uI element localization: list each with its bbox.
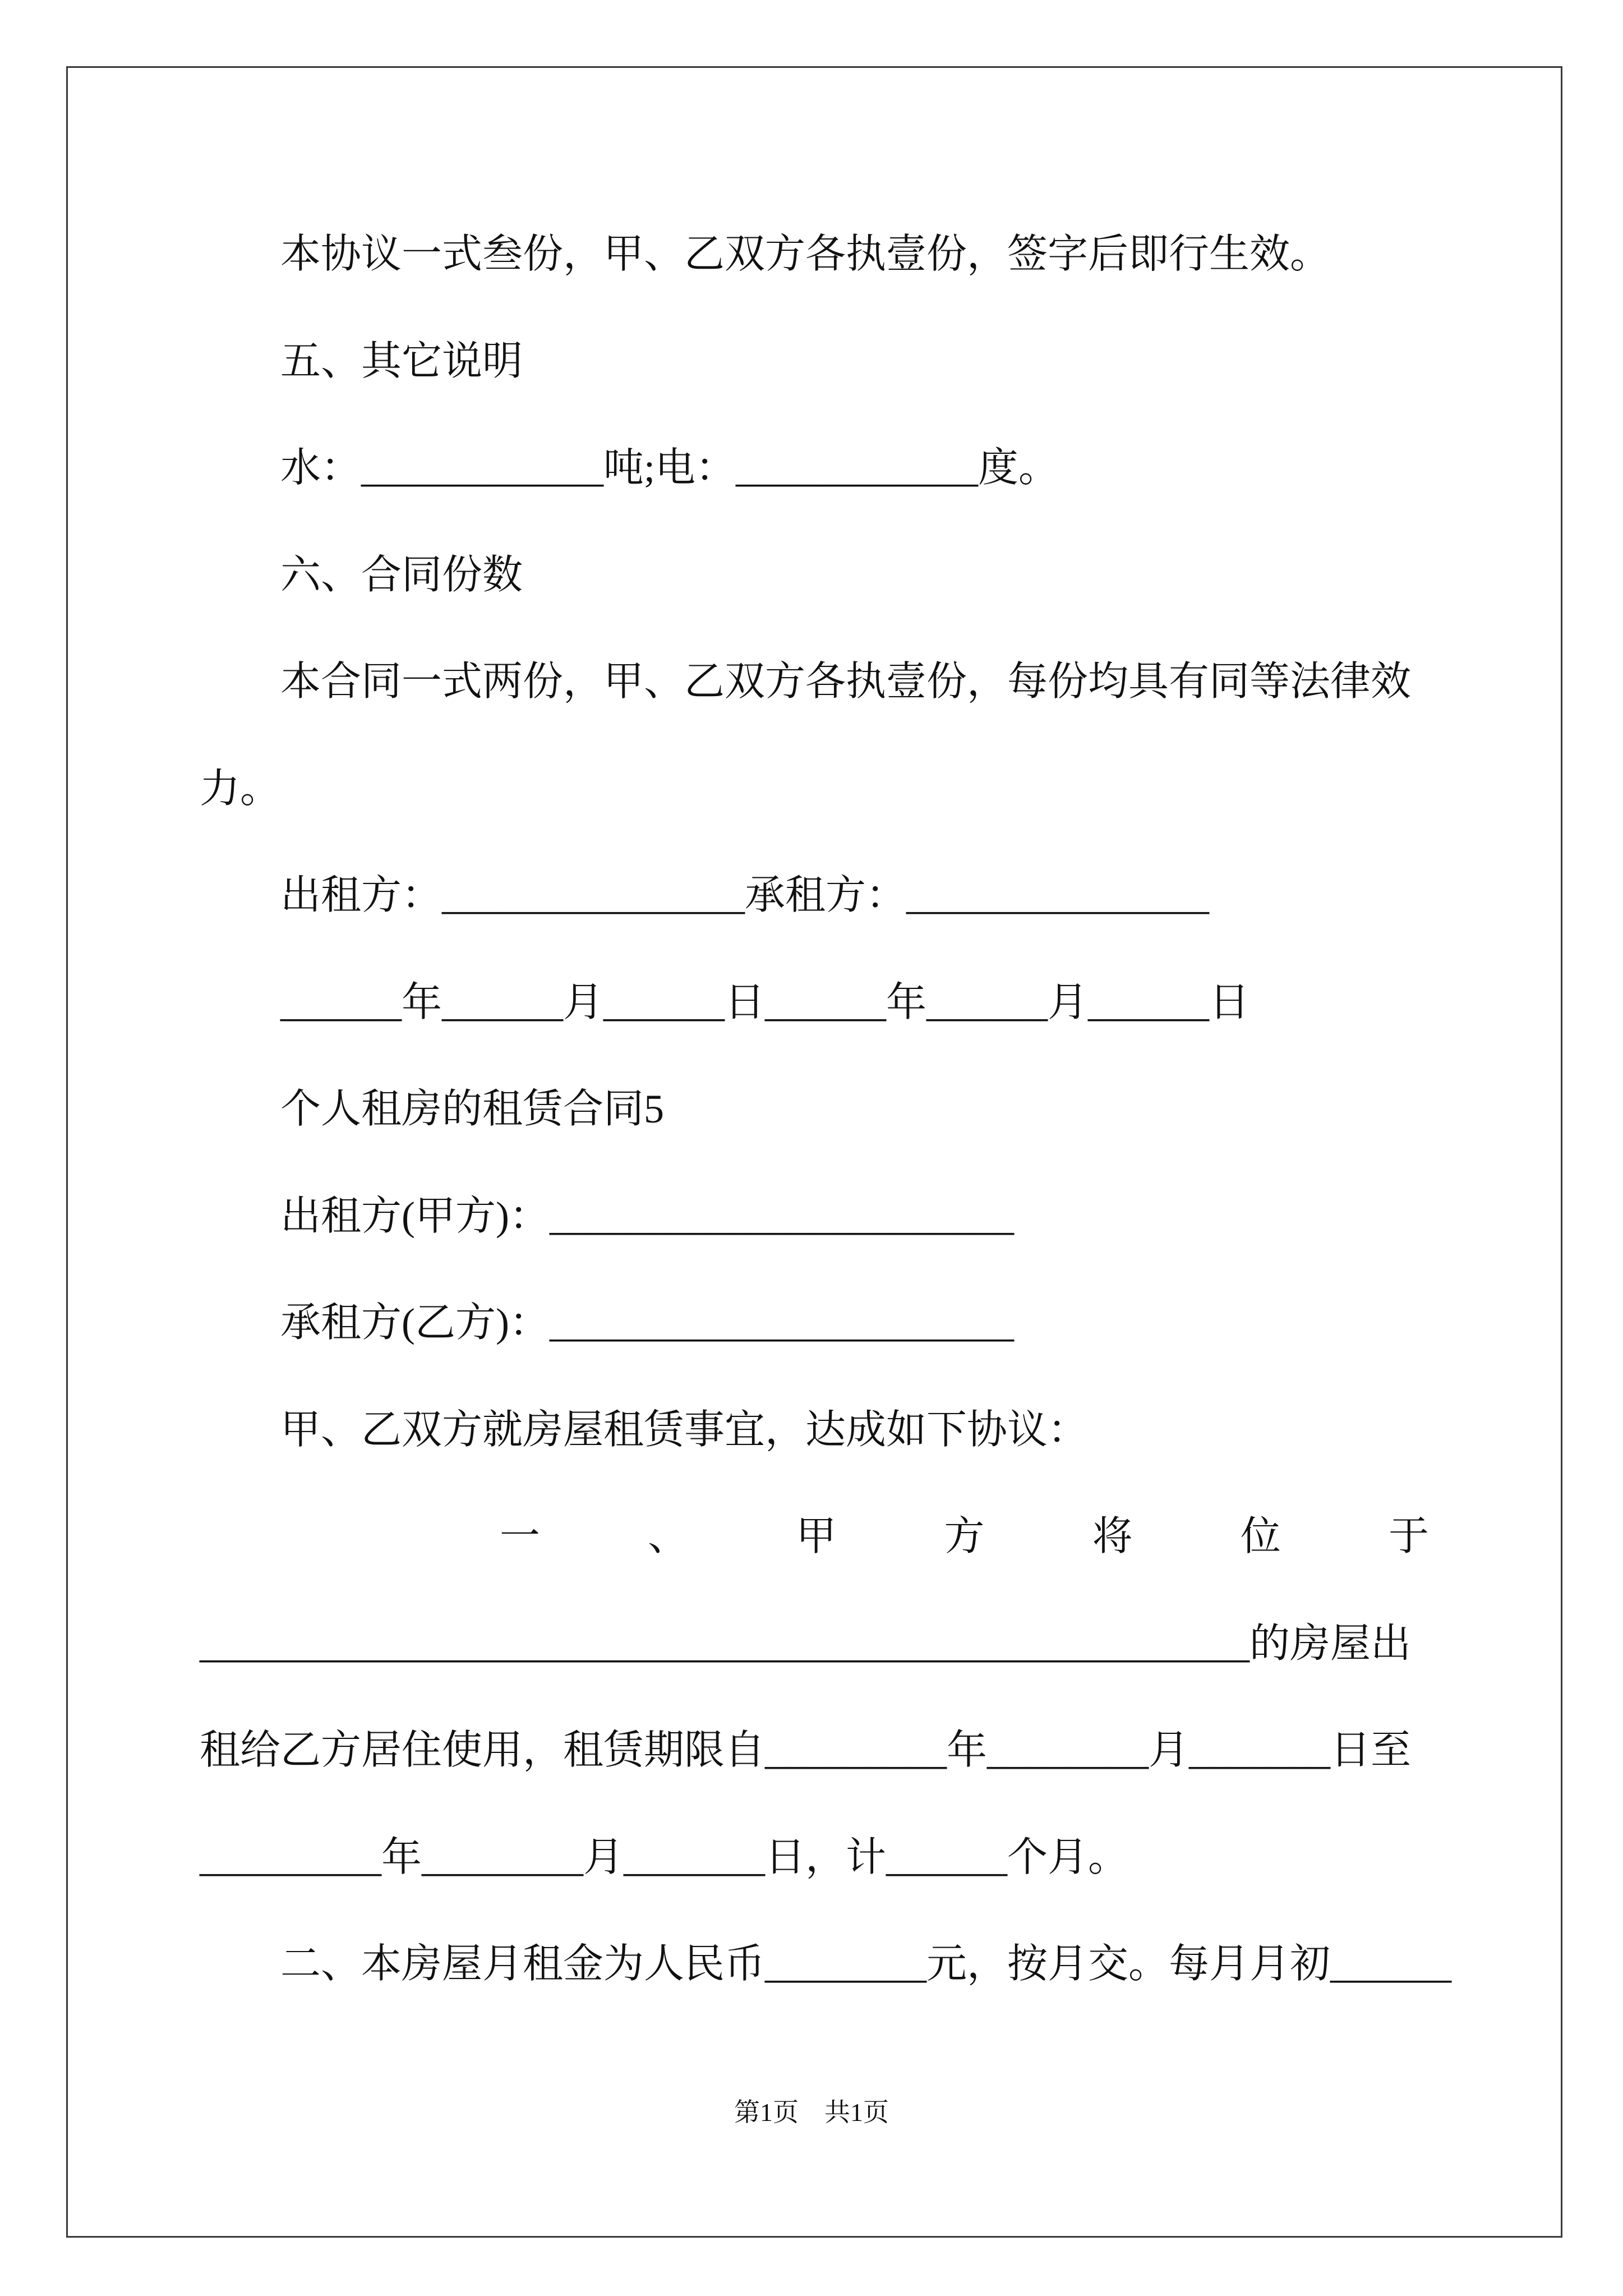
- lease-term-end-line: _________年________月_______日，计______个月。: [200, 1834, 1129, 1880]
- utilities-reading-line: 水：____________吨;电：____________度。: [280, 445, 1059, 490]
- document-body: [200, 201, 1452, 2018]
- lessee-line: 承租方(乙方)：_______________________: [280, 1300, 1014, 1345]
- contract-copies-text: 本合同一式两份，甲、乙双方各执壹份，每份均具有同等法律效: [280, 659, 1412, 704]
- copies-clause-line: 本协议一式叁份，甲、乙双方各执壹份，签字后即行生效。: [280, 232, 1331, 277]
- signature-date-line: ______年______月______日______年______月______日: [280, 979, 1249, 1025]
- clause-2-rent-line: 二、本房屋月租金为人民币________元，按月交。每月月初______: [280, 1941, 1452, 1986]
- contract-title: 个人租房的租赁合同5: [280, 1087, 665, 1131]
- contract-copies-text-continued: 力。: [200, 766, 281, 811]
- signature-line: 出租方：_______________承租方：_______________: [280, 873, 1210, 918]
- lease-term-start-line: 租给乙方居住使用，租赁期限自_________年________月_______日至: [200, 1728, 1412, 1773]
- clause-1-opening: 一、甲方将位于: [500, 1514, 1429, 1559]
- page-number-footer: 第1页 共1页: [734, 2098, 889, 2127]
- section-6-heading: 六、合同份数: [280, 552, 523, 597]
- agreement-intro: 甲、乙双方就房屋租赁事宜，达成如下协议：: [280, 1407, 1089, 1452]
- lessor-line: 出租方(甲方)：_______________________: [280, 1193, 1014, 1239]
- property-address-line: ____________________________________________________的房屋出: [200, 1621, 1411, 1666]
- section-5-heading: 五、其它说明: [280, 338, 523, 384]
